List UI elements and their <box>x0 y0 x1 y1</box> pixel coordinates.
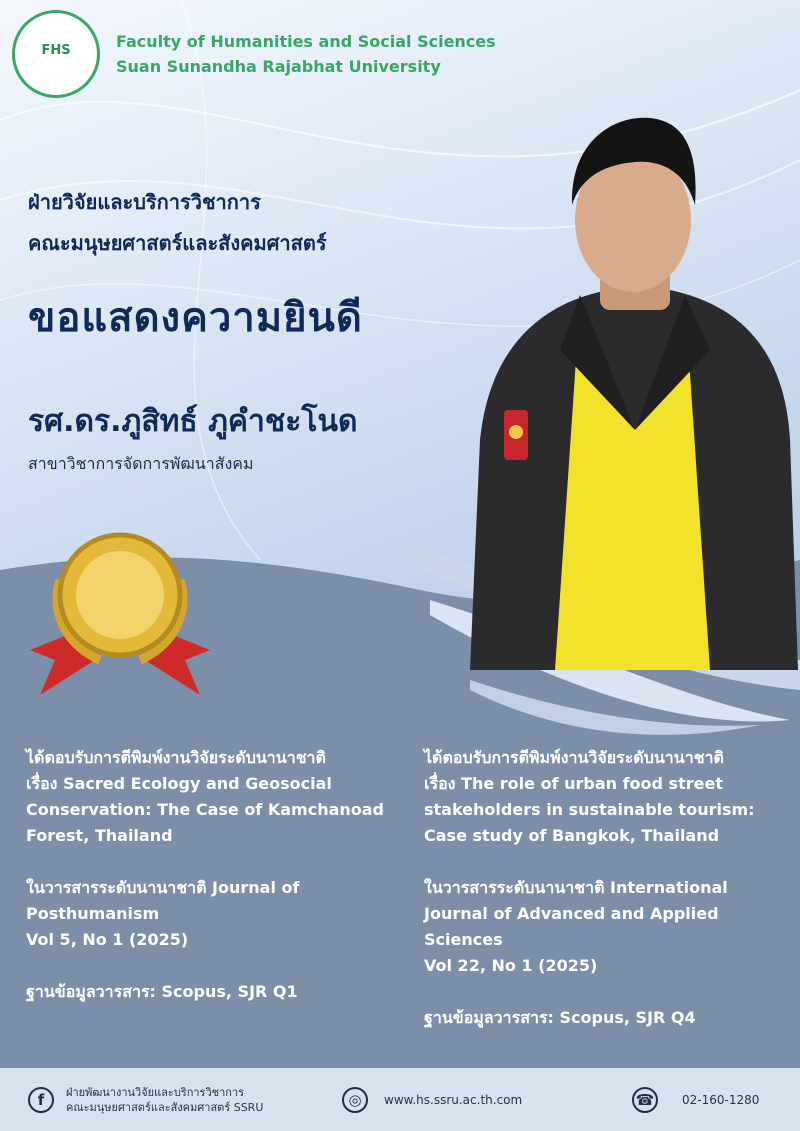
footer <box>0 1068 800 1131</box>
footer-org-line2: คณะมนุษยศาสตร์และสังคมศาสตร์ SSRU <box>66 1101 264 1114</box>
globe-icon[interactable]: ◎ <box>342 1087 368 1113</box>
facebook-icon[interactable]: f <box>28 1087 54 1113</box>
footer-organization <box>66 1085 263 1115</box>
publication-title: เรื่อง Sacred Ecology and Geosocial Conservation: The Case of Kamchanoad Forest, Thailand <box>26 774 385 845</box>
publication-database: ฐานข้อมูลวารสาร: Scopus, SJR Q4 <box>424 1008 696 1027</box>
faculty-logo <box>12 10 100 98</box>
publication-journal: ในวารสารระดับนานาชาติ International Journal of Advanced and Applied Sciences <box>424 878 728 949</box>
lapel-badge-icon <box>504 410 528 460</box>
medal-inner <box>76 551 164 639</box>
faculty-name: Faculty of Humanities and Social Sciences <box>116 32 496 51</box>
person-division: สาขาวิชาการจัดการพัฒนาสังคม <box>28 454 254 473</box>
publication-database: ฐานข้อมูลวารสาร: Scopus, SJR Q1 <box>26 982 298 1001</box>
publication-title: เรื่อง The role of urban food street stakeholders in sustainable tourism: Case study of Bangkok, Thailand <box>424 774 755 845</box>
footer-website[interactable]: www.hs.ssru.ac.th.com <box>384 1093 523 1107</box>
university-name: Suan Sunandha Rajabhat University <box>116 57 441 76</box>
portrait-photo <box>440 110 800 670</box>
gold-medal-icon <box>20 520 220 720</box>
publication-accepted: ได้ตอบรับการตีพิมพ์งานวิจัยระดับนานาชาติ <box>424 748 724 767</box>
publication-accepted: ได้ตอบรับการตีพิมพ์งานวิจัยระดับนานาชาติ <box>26 748 326 767</box>
publication-left <box>26 745 386 1005</box>
publication-volume: Vol 5, No 1 (2025) <box>26 930 189 949</box>
publication-journal: ในวารสารระดับนานาชาติ Journal of Posthumanism <box>26 878 300 923</box>
person-name: รศ.ดร.ภูสิทธ์ ภูคำชะโนด <box>28 404 358 439</box>
publication-volume: Vol 22, No 1 (2025) <box>424 956 598 975</box>
department-line1: ฝ่ายวิจัยและบริการวิชาการ <box>28 190 261 214</box>
congratulations-heading: ขอแสดงความยินดี <box>28 295 363 341</box>
footer-org-line1: ฝ่ายพัฒนางานวิจัยและบริการวิชาการ <box>66 1086 245 1099</box>
logo-text: FHS <box>41 43 71 58</box>
footer-phone[interactable]: 02-160-1280 <box>682 1093 760 1107</box>
phone-icon[interactable]: ☎ <box>632 1087 658 1113</box>
department-line2: คณะมนุษยศาสตร์และสังคมศาสตร์ <box>28 231 327 255</box>
publication-right <box>424 745 784 1031</box>
